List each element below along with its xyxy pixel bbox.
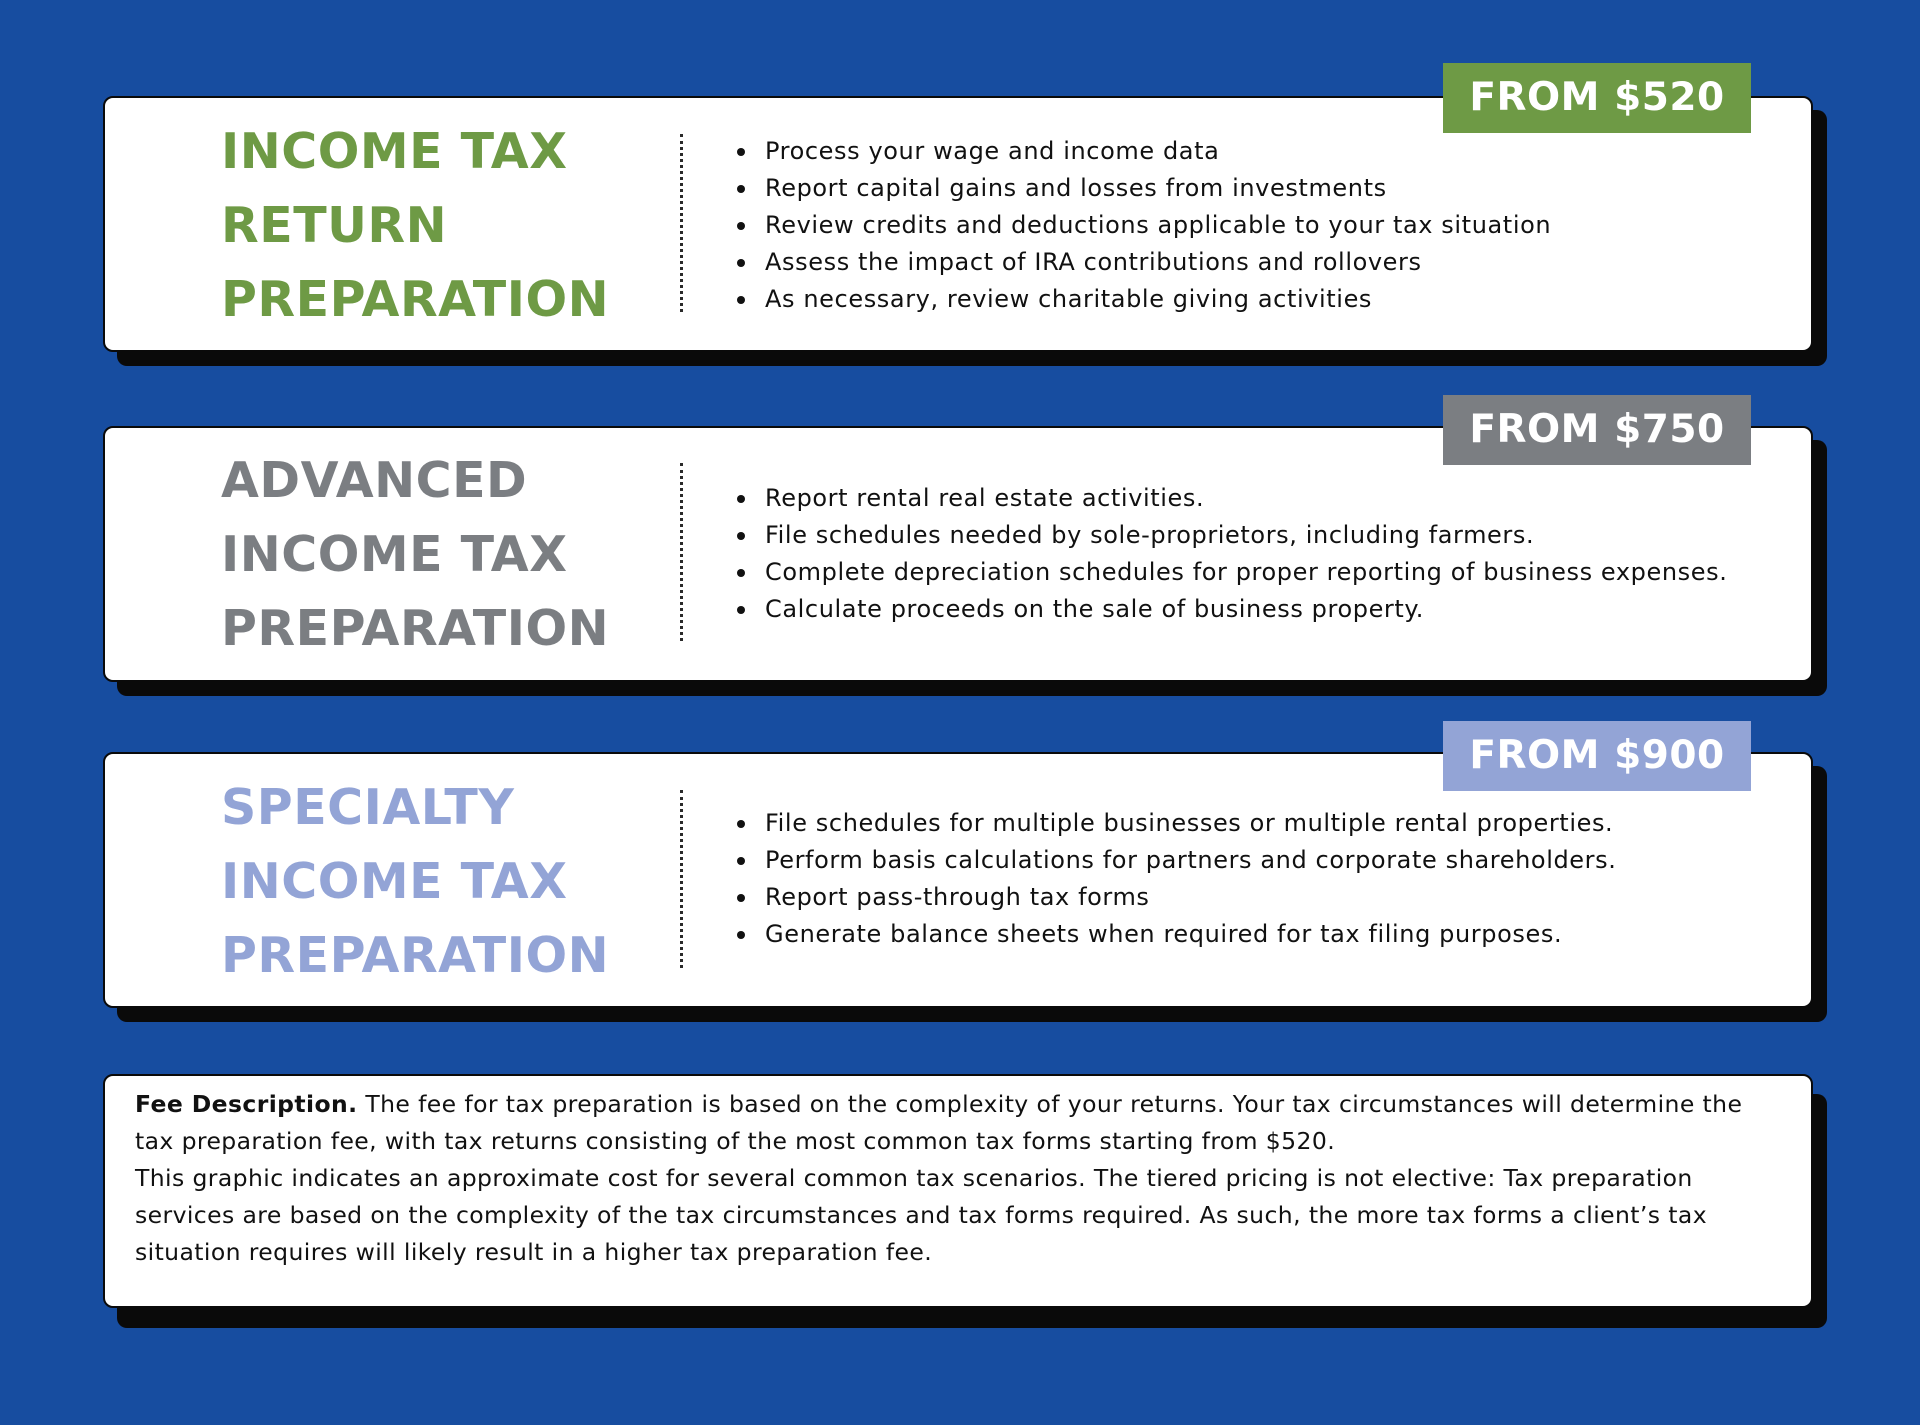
feature-item: Report pass-through tax forms <box>735 879 1616 916</box>
dotted-divider <box>680 790 683 968</box>
fee-paragraph: This graphic indicates an approximate cost for several common tax scenarios. The tiered pricing is not elective: Tax preparation services are based on the complexity of the tax circumstances and tax forms required. As such, the more tax forms a client’s tax situation requires will likely result in a higher tax preparation fee. <box>135 1164 1708 1266</box>
tier-title <box>221 444 609 666</box>
fee-label: Fee Description. <box>135 1090 358 1118</box>
tier-title-line: PREPARATION <box>221 600 610 657</box>
card-body <box>103 1074 1813 1308</box>
tier-title-line: INCOME TAX <box>221 853 568 910</box>
tier-title-line: ADVANCED <box>221 452 528 509</box>
feature-list <box>735 805 1616 953</box>
tier-title-line: PREPARATION <box>221 927 610 984</box>
fee-text: The fee for tax preparation is based on the complexity of your returns. Your tax circumstances will determine the tax preparation fee, with tax returns consisting of the most common tax forms starting from $520. <box>135 1090 1743 1155</box>
price-tag: FROM $750 <box>1443 395 1751 465</box>
pricing-card-income-tax-return <box>103 96 1813 352</box>
tier-title-line: INCOME TAX <box>221 526 568 583</box>
tier-title-line: INCOME TAX <box>221 123 568 180</box>
fee-description <box>135 1086 1785 1271</box>
fee-description-card <box>103 1074 1813 1308</box>
feature-list <box>735 480 1727 628</box>
fee-paragraph <box>135 1086 1785 1160</box>
feature-item: Perform basis calculations for partners and corporate shareholders. <box>735 842 1616 879</box>
feature-item: File schedules for multiple businesses or multiple rental properties. <box>735 805 1616 842</box>
price-tag: FROM $520 <box>1443 63 1751 133</box>
feature-item: Process your wage and income data <box>735 133 1551 170</box>
tier-title <box>221 771 609 993</box>
tier-title-line: RETURN <box>221 197 448 254</box>
price-tag: FROM $900 <box>1443 721 1751 791</box>
tier-title <box>221 115 609 337</box>
feature-item: Complete depreciation schedules for proper reporting of business expenses. <box>735 554 1727 591</box>
feature-item: Report capital gains and losses from investments <box>735 170 1551 207</box>
tier-title-line: PREPARATION <box>221 271 610 328</box>
feature-item: Report rental real estate activities. <box>735 480 1727 517</box>
feature-item: As necessary, review charitable giving activities <box>735 281 1551 318</box>
dotted-divider <box>680 134 683 312</box>
feature-item: Generate balance sheets when required for tax filing purposes. <box>735 916 1616 953</box>
tier-title-line: SPECIALTY <box>221 779 515 836</box>
dotted-divider <box>680 463 683 641</box>
card-body <box>103 96 1813 352</box>
feature-item: Review credits and deductions applicable to your tax situation <box>735 207 1551 244</box>
feature-item: Calculate proceeds on the sale of business property. <box>735 591 1727 628</box>
feature-list <box>735 133 1551 318</box>
feature-item: File schedules needed by sole-proprietors, including farmers. <box>735 517 1727 554</box>
feature-item: Assess the impact of IRA contributions and rollovers <box>735 244 1551 281</box>
